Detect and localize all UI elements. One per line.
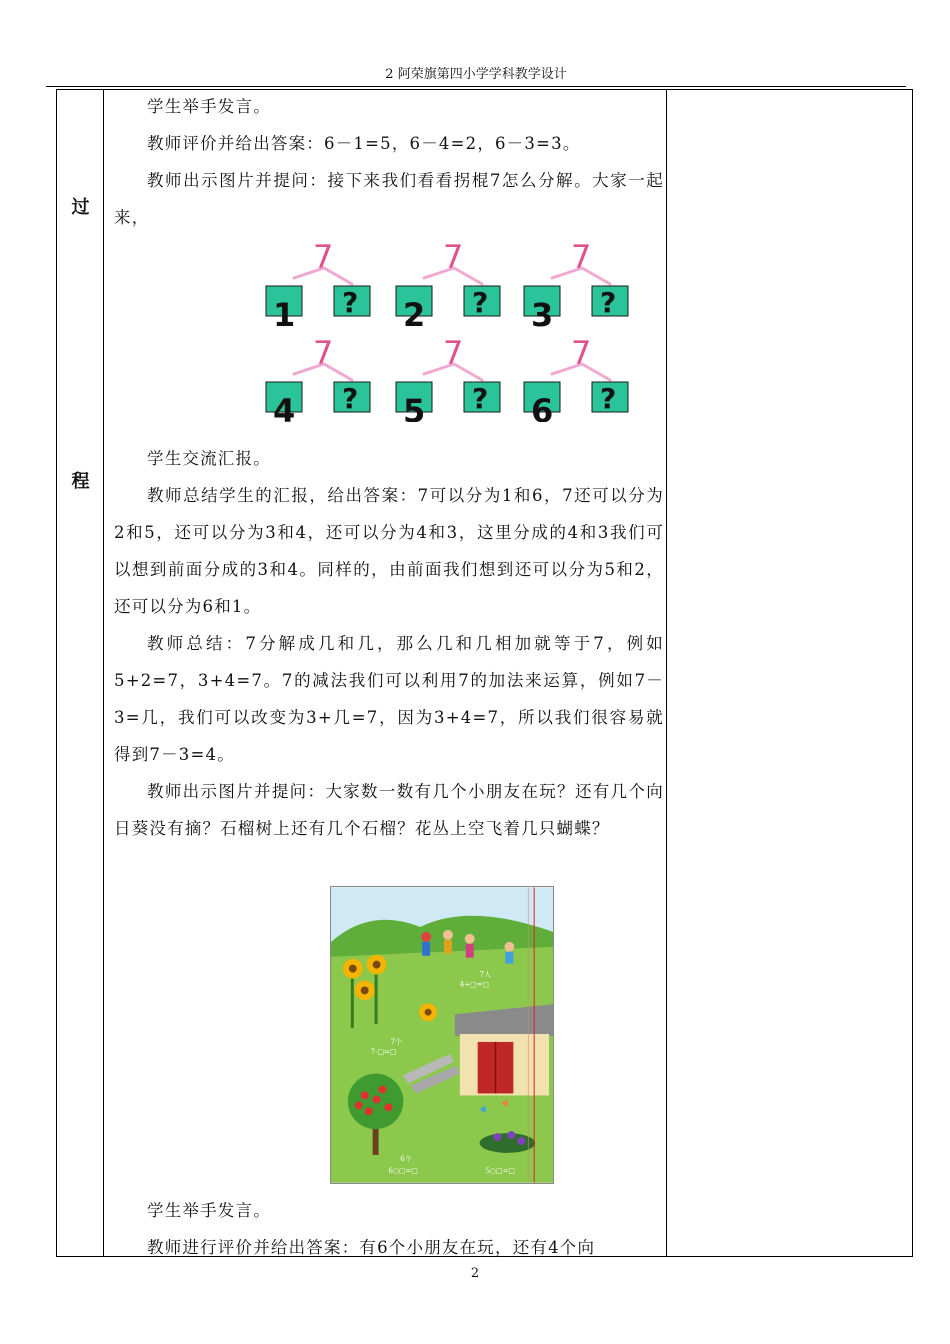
lesson-table bbox=[56, 89, 913, 1257]
right-question-mark: ? bbox=[342, 382, 359, 415]
total-number: 7 bbox=[571, 242, 592, 276]
page-header: 2 阿荣旗第四小学学科教学设计 bbox=[385, 67, 567, 82]
total-number: 7 bbox=[313, 242, 334, 276]
left-number: 2 bbox=[403, 296, 426, 334]
side-label-cheng: 程 bbox=[71, 471, 90, 492]
garden-scene-illustration bbox=[330, 886, 554, 1184]
total-number: 7 bbox=[571, 334, 592, 372]
right-question-mark: ? bbox=[472, 286, 489, 319]
house bbox=[455, 1004, 553, 1095]
para-teacher-summary: 教师总结学生的汇报，给出答案：7可以分为1和6，7还可以分为2和5，还可以分为3和4，还可以分为4和3，这里分成的4和3我们可以想到前面分成的3和4。同样的，由前面我们想到还可以分为5和2，还可以分为6和1。 bbox=[114, 486, 664, 616]
left-number: 3 bbox=[531, 296, 554, 334]
left-number: 1 bbox=[273, 296, 296, 334]
left-number: 5 bbox=[403, 392, 426, 422]
right-question-mark: ? bbox=[600, 382, 617, 415]
column-divider-right bbox=[666, 90, 667, 1256]
eq-sunflowers: 7-□=□ bbox=[370, 1047, 397, 1056]
column-divider-left bbox=[103, 90, 104, 1256]
eq-tree: 6○□=□ bbox=[388, 1166, 418, 1175]
label-tree: 6个 bbox=[400, 1154, 412, 1163]
decomposition-figure bbox=[264, 242, 634, 422]
decomposition-group bbox=[396, 242, 500, 334]
para-question-seven: 教师出示图片并提问：接下来我们看看拐棍7怎么分解。大家一起来， bbox=[114, 171, 664, 227]
label-sunflowers: 7个 bbox=[390, 1037, 402, 1046]
total-number: 7 bbox=[443, 334, 464, 372]
decomposition-group bbox=[524, 242, 628, 334]
para-student-answer-2: 学生举手发言。 bbox=[147, 1201, 271, 1220]
right-question-mark: ? bbox=[472, 382, 489, 415]
para-teacher-conclusion: 教师总结：7分解成几和几，那么几和几相加就等于7，例如5+2=7，3+4=7。7的减法我们可以利用7的加法来运算，例如7－3=几，我们可以改变为3+几=7，因为3+4=7，所以我们很容易就得到7－3=4。 bbox=[114, 634, 664, 764]
label-kids: 7人 bbox=[479, 970, 491, 979]
total-number: 7 bbox=[443, 242, 464, 276]
eq-flowers: 5○□=□ bbox=[485, 1166, 515, 1175]
header-rule bbox=[46, 86, 906, 87]
left-number: 4 bbox=[273, 392, 296, 422]
total-number: 7 bbox=[313, 334, 334, 372]
decomposition-group bbox=[524, 334, 628, 422]
decomposition-group bbox=[266, 334, 370, 422]
para-student-report: 学生交流汇报。 bbox=[147, 449, 271, 468]
page-number: 2 bbox=[470, 1266, 480, 1281]
decomposition-group bbox=[266, 242, 370, 334]
para-question-picture: 教师出示图片并提问：大家数一数有几个小朋友在玩？还有几个向日葵没有摘？石榴树上还有几个石榴？花丛上空飞着几只蝴蝶？ bbox=[114, 782, 664, 838]
para-teacher-evaluation: 教师进行评价并给出答案：有6个小朋友在玩，还有4个向 bbox=[147, 1238, 596, 1257]
right-question-mark: ? bbox=[342, 286, 359, 319]
eq-kids: 4+□=□ bbox=[459, 980, 489, 989]
side-label-guo: 过 bbox=[71, 197, 90, 218]
left-number: 6 bbox=[531, 392, 554, 422]
decomposition-group bbox=[396, 334, 500, 422]
para-student-answer: 学生举手发言。 bbox=[147, 97, 271, 116]
right-question-mark: ? bbox=[600, 286, 617, 319]
para-teacher-answer: 教师评价并给出答案：6－1=5，6－4=2，6－3=3。 bbox=[147, 134, 581, 153]
